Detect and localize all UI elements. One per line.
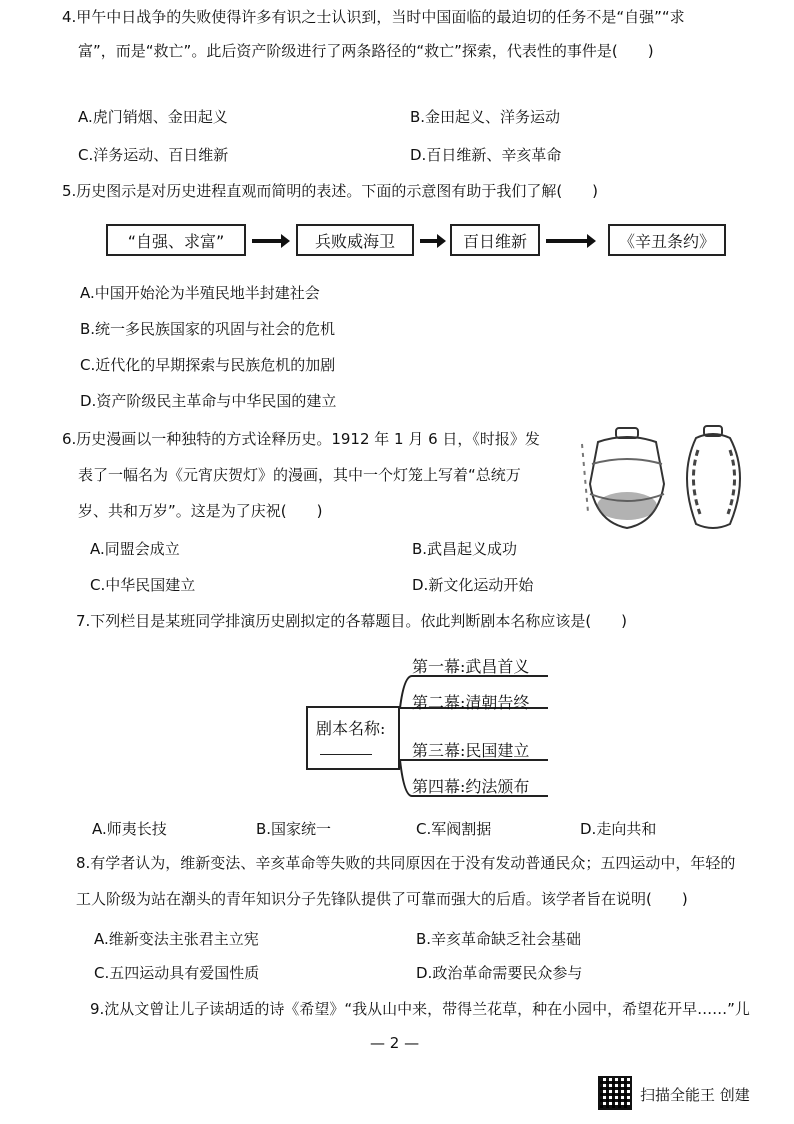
q5-option-b: B.统一多民族国家的巩固与社会的危机 <box>80 320 336 338</box>
script-name-blank <box>320 754 372 755</box>
q4-option-a: A.虎门销烟、金田起义 <box>78 108 228 126</box>
page-number: — 2 — <box>370 1034 420 1052</box>
act-3: 第三幕:民国建立 <box>412 741 530 760</box>
q8-stem-line2: 工人阶级为站在潮头的青年知识分子先锋队提供了可靠而强大的后盾。该学者旨在说明( ) <box>76 890 688 908</box>
flow-box-4: 《辛丑条约》 <box>608 224 726 256</box>
q7-stem: 7.下列栏目是某班同学排演历史剧拟定的各幕题目。依此判断剧本名称应该是( ) <box>76 612 628 630</box>
act-1: 第一幕:武昌首义 <box>412 657 530 676</box>
footer-watermark-text: 扫描全能王 创建 <box>640 1086 750 1104</box>
act-4: 第四幕:约法颁布 <box>412 777 530 796</box>
q8-option-c: C.五四运动具有爱国性质 <box>94 964 260 982</box>
q8-option-d: D.政治革命需要民众参与 <box>416 964 583 982</box>
q6-stem-line3: 岁、共和万岁”。这是为了庆祝( ) <box>78 502 323 520</box>
q4-stem-line2: 富”，而是“救亡”。此后资产阶级进行了两条路径的“救亡”探索，代表性的事件是( ) <box>78 42 654 60</box>
q4-option-d: D.百日维新、辛亥革命 <box>410 146 562 164</box>
flow-box-2: 兵败威海卫 <box>296 224 414 256</box>
act-2: 第二幕:清朝告终 <box>412 693 530 712</box>
q8-stem-line1: 8.有学者认为，维新变法、辛亥革命等失败的共同原因在于没有发动普通民众；五四运动中，年轻的 <box>76 854 736 872</box>
flow-arrow-2 <box>420 239 438 243</box>
q6-option-b: B.武昌起义成功 <box>412 540 518 558</box>
flow-box-1: “自强、求富” <box>106 224 246 256</box>
q7-option-c: C.军阀割据 <box>416 820 492 838</box>
flow-arrow-3 <box>546 239 588 243</box>
q5-option-d: D.资产阶级民主革命与中华民国的建立 <box>80 392 337 410</box>
q4-stem-line1: 4.甲午中日战争的失败使得许多有识之士认识到，当时中国面临的最迫切的任务不是“自强”“求 <box>62 8 685 26</box>
q8-option-b: B.辛亥革命缺乏社会基础 <box>416 930 582 948</box>
q6-stem-line2: 表了一幅名为《元宵庆贺灯》的漫画，其中一个灯笼上写着“总统万 <box>78 466 521 484</box>
q7-option-b: B.国家统一 <box>256 820 332 838</box>
q6-stem-line1: 6.历史漫画以一种独特的方式诠释历史。1912 年 1 月 6 日，《时报》发 <box>62 430 540 448</box>
q7-option-a: A.师夷长技 <box>92 820 167 838</box>
flow-box-3: 百日维新 <box>450 224 540 256</box>
q7-option-d: D.走向共和 <box>580 820 657 838</box>
q6-option-a: A.同盟会成立 <box>90 540 180 558</box>
q6-option-c: C.中华民国建立 <box>90 576 196 594</box>
qr-code-icon <box>598 1076 632 1110</box>
lantern-cartoon-image <box>578 424 758 534</box>
script-name-label: 剧本名称: <box>316 719 386 738</box>
q8-option-a: A.维新变法主张君主立宪 <box>94 930 259 948</box>
q5-stem: 5.历史图示是对历史进程直观而简明的表述。下面的示意图有助于我们了解( ) <box>62 182 599 200</box>
q5-option-a: A.中国开始沦为半殖民地半封建社会 <box>80 284 320 302</box>
q9-stem-line1: 9.沈从文曾让儿子读胡适的诗《希望》“我从山中来，带得兰花草，种在小园中，希望花开早……”儿 <box>90 1000 750 1018</box>
flow-arrow-1 <box>252 239 282 243</box>
q4-option-b: B.金田起义、洋务运动 <box>410 108 561 126</box>
q4-option-c: C.洋务运动、百日维新 <box>78 146 229 164</box>
q5-option-c: C.近代化的早期探索与民族危机的加剧 <box>80 356 336 374</box>
q6-option-d: D.新文化运动开始 <box>412 576 534 594</box>
